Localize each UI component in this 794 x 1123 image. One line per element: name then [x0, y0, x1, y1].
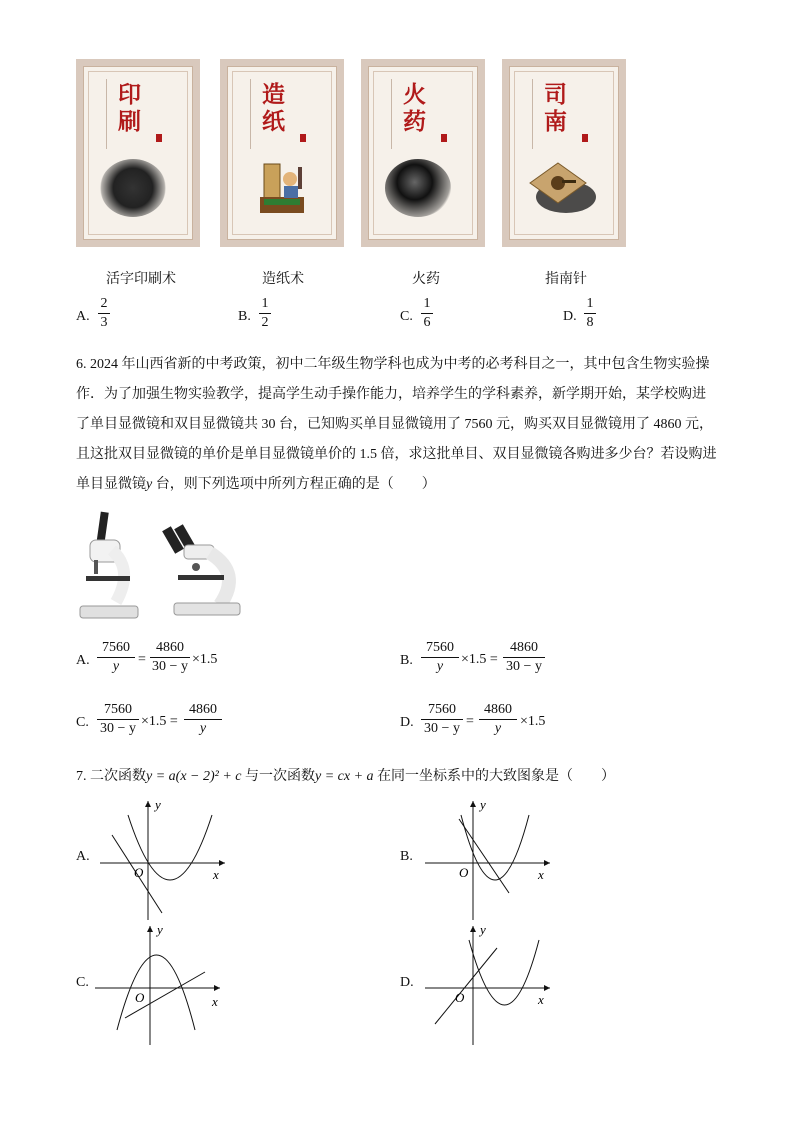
svg-text:x: x: [538, 867, 544, 882]
q6-option-c-operator: ×1.5 =: [141, 714, 178, 729]
q5-option-d-fraction: 1 8: [584, 296, 596, 331]
q6-option-d-label: D.: [400, 715, 414, 730]
poster-title-char: 司: [544, 81, 567, 108]
caption-gunpowder: 火药: [412, 272, 440, 287]
poster-title-char: 药: [403, 108, 426, 135]
q5-option-d-label: D.: [563, 309, 577, 324]
q6-line: 且这批双目显微镜的单价是单目显微镜单价的 1.5 倍，求这批单目、双目显微镜各购进多少台？若设购进: [76, 447, 717, 462]
poster-title-char: 刷: [118, 108, 141, 135]
movable-type-image: [100, 159, 166, 217]
seal-icon: [441, 134, 447, 142]
q6-text: [76, 350, 718, 500]
q6-line: 作．为了加强生物实验教学，提高学生动手操作能力，培养学生的学科素养，新学期开始，某学校购进: [76, 387, 706, 402]
q5-option-c-label: C.: [400, 309, 413, 324]
monocular-microscope-image: [72, 510, 142, 622]
q6-option-c-label: C.: [76, 715, 89, 730]
q6-option-a-operator: =: [138, 652, 146, 667]
axis-y-label: y: [155, 797, 161, 812]
q7-option-a-label: A.: [76, 849, 90, 864]
q6-option-d-right-fraction: 4860 y: [479, 702, 517, 737]
q6-option-b-label: B.: [400, 653, 413, 668]
q7-graph-a: [100, 795, 235, 920]
q5-option-c-fraction: 1 6: [421, 296, 433, 331]
q6-option-d-tail: ×1.5: [520, 714, 546, 729]
poster-title-char: 造: [262, 81, 285, 108]
q5-option-b-label: B.: [238, 309, 251, 324]
svg-text:y: y: [157, 922, 163, 937]
seal-icon: [300, 134, 306, 142]
poster-printing: [76, 59, 200, 247]
seal-icon: [582, 134, 588, 142]
svg-text:y: y: [480, 797, 486, 812]
caption-compass: 指南针: [545, 272, 587, 287]
q6-option-d-left-fraction: 7560 30 − y: [421, 702, 463, 737]
poster-gunpowder: [361, 59, 485, 247]
q6-option-b-operator: ×1.5 =: [461, 652, 498, 667]
seal-icon: [156, 134, 162, 142]
q7-option-c-label: C.: [76, 975, 89, 990]
svg-text:x: x: [538, 992, 544, 1007]
q7-option-b-label: B.: [400, 849, 413, 864]
q6-option-c-left-fraction: 7560 30 − y: [97, 702, 139, 737]
q6-option-d-operator: =: [466, 714, 474, 729]
q5-option-a-label: A.: [76, 309, 90, 324]
q6-option-b-left-fraction: 7560 y: [421, 640, 459, 675]
poster-title-char: 南: [544, 108, 567, 135]
svg-text:O: O: [135, 990, 145, 1005]
q6-option-a-left-fraction: 7560 y: [97, 640, 135, 675]
svg-text:O: O: [459, 865, 469, 880]
papermaking-image: [254, 159, 314, 219]
caption-papermaking: 造纸术: [262, 272, 304, 287]
poster-title-char: 火: [403, 81, 426, 108]
q7-linear: y = cx + a: [315, 769, 374, 784]
q6-line: 了单目显微镜和双目显微镜共 30 台，已知购买单目显微镜用了 7560 元，购买双目显微镜用了 4860 元，: [76, 417, 713, 432]
origin-label: O: [134, 865, 144, 880]
q6-line: 单目显微镜y 台，则下列选项中所列方程正确的是（ ）: [76, 477, 436, 492]
q6-option-b-right-fraction: 4860 30 − y: [503, 640, 545, 675]
axis-x-label: x: [213, 867, 219, 882]
q7-graph-b: [425, 795, 560, 920]
q6-option-c-right-fraction: 4860 y: [184, 702, 222, 737]
q6-line: 6. 2024 年山西省新的中考政策，初中二年级生物学科也成为中考的必考科目之一，其中包含生物实验操: [76, 357, 710, 372]
q6-option-a-right-fraction: 4860 30 − y: [150, 640, 190, 675]
q7-text: 7. 二次函数y = a(x − 2)² + c 与一次函数y = cx + a 在同一坐标系中的大致图象是（ ）: [76, 769, 616, 784]
q7-graph-c: [95, 920, 230, 1045]
q6-option-a-tail: ×1.5: [192, 652, 218, 667]
svg-text:O: O: [455, 990, 465, 1005]
q7-option-d-label: D.: [400, 975, 414, 990]
q6-option-a-label: A.: [76, 653, 90, 668]
q5-option-a-fraction: 2 3: [98, 296, 110, 331]
q5-option-b-fraction: 1 2: [259, 296, 271, 331]
svg-text:x: x: [212, 994, 218, 1009]
q7-graph-d: [425, 920, 560, 1045]
poster-title-char: 纸: [262, 108, 285, 135]
caption-printing: 活字印刷术: [106, 272, 176, 287]
q7-quadratic: y = a(x − 2)² + c: [146, 769, 242, 784]
poster-compass: [502, 59, 626, 247]
svg-text:y: y: [480, 922, 486, 937]
compass-image: [526, 159, 596, 219]
gunpowder-bomb-image: [385, 159, 451, 217]
binocular-microscope-image: [160, 523, 246, 618]
poster-papermaking: [220, 59, 344, 247]
poster-title-char: 印: [118, 81, 141, 108]
